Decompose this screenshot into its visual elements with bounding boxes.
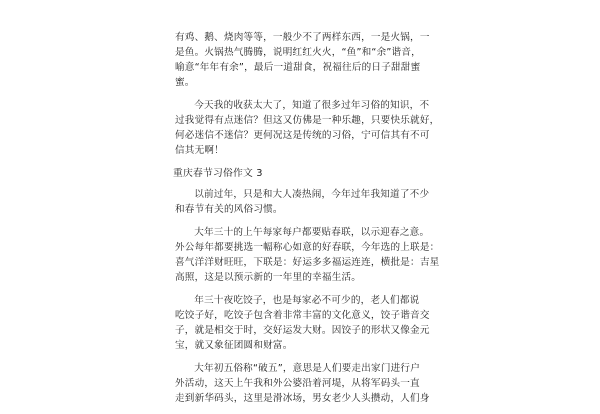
- text-line: 吃饺子好，吃饺子包含着非常丰富的文化意义，饺子谐音交: [175, 310, 430, 321]
- paragraph-intro: [175, 187, 435, 217]
- text-line: 外活动，这天上午我和外公婆沿着河堤，从将军码头一直: [175, 378, 420, 389]
- text-line: 何必迷信不迷信？更何况这是传统的习俗，宁可信其有不可: [175, 130, 430, 141]
- text-line: 和春节有关的风俗习惯。: [175, 204, 283, 215]
- text-line: 今天我的收获太大了，知道了很多过年习俗的知识，不: [194, 100, 430, 111]
- text-line: 有鸡、鹅、烧肉等等，一般少不了两样东西，一是火锅，一: [175, 32, 430, 43]
- paragraph-feast: [175, 30, 435, 90]
- paragraph-reflection: [175, 98, 440, 158]
- text-line: 外公每年都要挑选一幅称心如意的好春联，今年选的上联是：: [175, 242, 440, 253]
- section-title: 重庆春节习俗作文 3: [173, 168, 263, 179]
- text-line: 高照，这是以预示新的一年里的幸福生活。: [175, 272, 362, 283]
- document-body: [173, 30, 440, 414]
- text-line: 以前过年，只是和大人凑热闹，今年过年我知道了不少: [194, 189, 430, 200]
- text-line: 是鱼。火锅热气腾腾，说明红红火火，“鱼”和“余”谐音，: [175, 47, 421, 58]
- text-line: 喜气洋洋财旺旺，下联是：好运多多福运连连，横批是：吉星: [175, 257, 440, 268]
- text-line: 大年三十的上午每家每户都要贴春联，以示迎春之意。: [194, 227, 430, 238]
- text-line: 大年初五俗称“破五”，意思是人们要走出家门进行户: [194, 363, 420, 374]
- text-line: 宝，就又象征团圆和财富。: [175, 340, 293, 351]
- text-line: 走到新华码头，这里是滑冰场，男女老少人头攒动，人们身: [175, 393, 430, 404]
- text-line: 蜜。: [175, 77, 195, 88]
- paragraph-couplets: [175, 225, 440, 285]
- text-line: 年三十夜吃饺子，也是每家必不可少的，老人们都说: [194, 295, 420, 306]
- paragraph-powu: [175, 361, 435, 406]
- text-line: 子，就是相交于时，交好运发大财。因饺子的形状又像金元: [175, 325, 430, 336]
- paragraph-dumplings: [175, 293, 435, 353]
- text-line: 信其无啊！: [175, 145, 224, 156]
- text-line: 过我觉得有点迷信？但这又仿佛是一种乐趣，只要快乐就好，: [175, 115, 440, 126]
- text-line: 喻意“年年有余”，最后一道甜食，祝福往后的日子甜甜蜜: [175, 62, 421, 73]
